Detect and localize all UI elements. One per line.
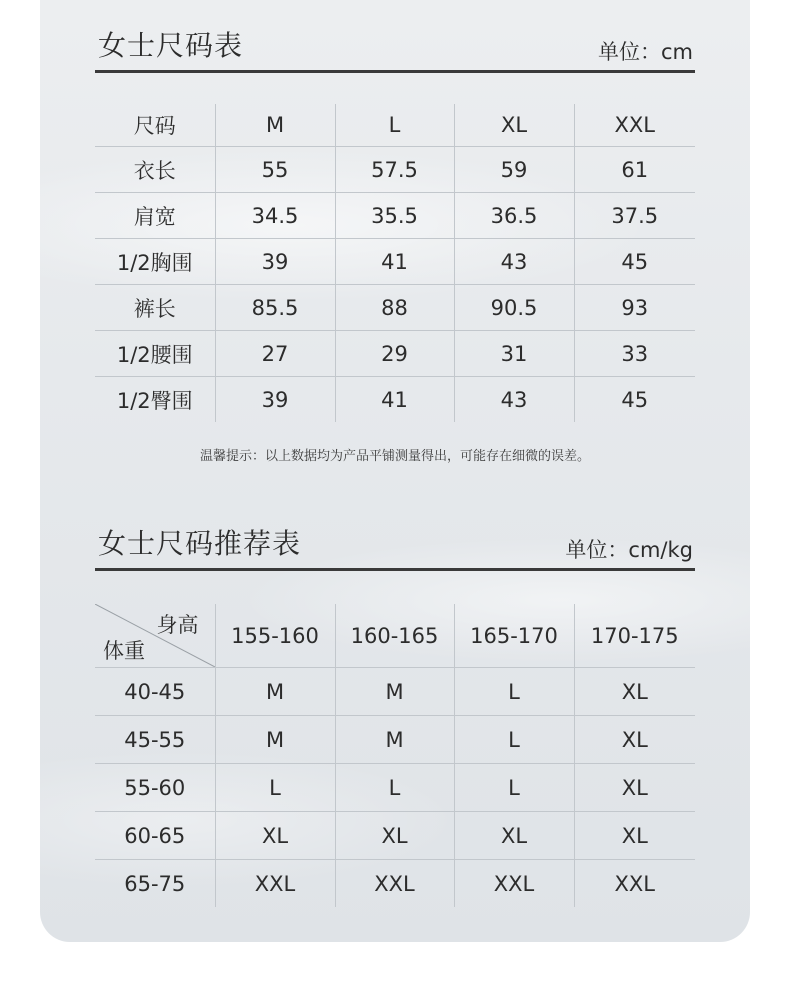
table-row [95,668,695,716]
height-header-cell: 165-170 [454,604,574,668]
table-cell: 43 [454,239,574,285]
table-row [95,285,695,331]
table-cell: 35.5 [335,193,454,239]
table-cell: 90.5 [454,285,574,331]
table-cell: M [335,668,454,716]
table-cell: 37.5 [574,193,695,239]
corner-weight-label: 体重 [103,639,145,663]
table-cell: 55 [215,147,335,193]
table-cell: M [335,716,454,764]
table-cell: 45 [574,239,695,285]
table-cell: 36.5 [454,193,574,239]
table-cell: M [215,716,335,764]
recommend-table [95,604,695,907]
table-row [95,193,695,239]
table-row [95,239,695,285]
size-table-header-row [95,104,695,147]
header-cell: L [335,104,454,147]
recommend-table-header [95,518,695,571]
table-cell: L [454,764,574,812]
table-cell: 33 [574,331,695,377]
height-header-cell: 155-160 [215,604,335,668]
weight-label: 65-75 [95,860,215,908]
table-cell: XL [335,812,454,860]
table-cell: L [454,716,574,764]
recommend-header-row [95,604,695,668]
table-cell: L [454,668,574,716]
recommend-table-title: 女士尺码推荐表 [98,527,302,560]
table-cell: 43 [454,377,574,423]
header-cell: M [215,104,335,147]
table-cell: XXL [215,860,335,908]
row-label: 裤长 [95,285,215,331]
table-cell: 31 [454,331,574,377]
table-cell: XXL [335,860,454,908]
table-cell: 29 [335,331,454,377]
table-cell: 45 [621,387,649,412]
table-row [95,764,695,812]
table-cell: M [215,668,335,716]
table-cell: 39 [215,239,335,285]
weight-label: 40-45 [95,668,215,716]
table-row [95,147,695,193]
table-cell: 27 [215,331,335,377]
table-cell: XL [454,812,574,860]
table-cell: L [335,764,454,812]
table-row [95,716,695,764]
size-table-unit: 单位：cm [597,40,693,64]
height-header-cell: 160-165 [335,604,454,668]
table-cell: XXL [614,871,655,896]
size-chart-card [40,0,750,942]
row-label: 1/2臀围 [95,377,215,423]
height-header-cell: 170-175 [574,604,695,668]
table-row [95,812,695,860]
table-cell: 93 [574,285,695,331]
table-cell: 57.5 [335,147,454,193]
row-label: 衣长 [95,147,215,193]
corner-height-label: 身高 [156,613,199,637]
table-cell: XL [574,812,695,860]
table-cell: XL [574,668,695,716]
table-cell: XXL [454,860,574,908]
weight-label: 55-60 [95,764,215,812]
table-row [95,860,695,908]
table-cell: XL [215,812,335,860]
measurement-note: 温馨提示：以上数据均为产品平铺测量得出，可能存在细微的误差。 [199,449,590,464]
table-cell: 41 [335,377,454,423]
row-label: 肩宽 [95,193,215,239]
table-cell: 88 [335,285,454,331]
weight-label: 45-55 [95,716,215,764]
table-cell: 61 [574,147,695,193]
header-cell: XXL [574,104,695,147]
table-cell: 34.5 [215,193,335,239]
table-cell: 59 [454,147,574,193]
weight-label: 60-65 [95,812,215,860]
size-table-title: 女士尺码表 [98,29,244,62]
header-cell: 尺码 [95,104,215,147]
table-cell: 85.5 [215,285,335,331]
table-cell: XL [574,764,695,812]
table-cell: L [215,764,335,812]
size-table-header [95,20,695,73]
table-row [95,377,695,423]
row-label: 1/2胸围 [95,239,215,285]
size-table [95,104,695,422]
table-cell: XL [574,716,695,764]
recommend-table-unit: 单位：cm/kg [565,538,693,562]
table-cell: 41 [335,239,454,285]
row-label: 1/2腰围 [95,331,215,377]
table-cell: 39 [215,377,335,423]
corner-cell [95,604,215,668]
header-cell: XL [454,104,574,147]
table-row [95,331,695,377]
